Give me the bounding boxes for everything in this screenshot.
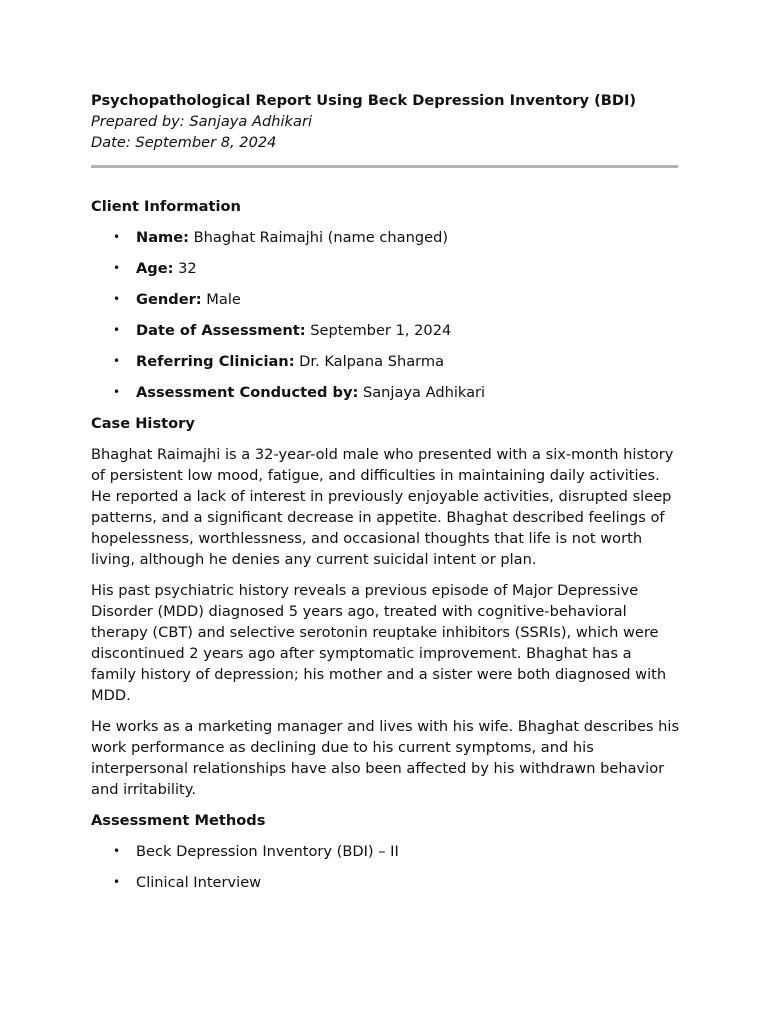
field-label: Date of Assessment: bbox=[136, 322, 306, 339]
list-item bbox=[91, 289, 681, 310]
bullet-icon: • bbox=[113, 875, 121, 889]
report-title: Psychopathological Report Using Beck Depression Inventory (BDI) bbox=[91, 92, 637, 109]
report-page bbox=[91, 90, 681, 893]
client-info-list bbox=[91, 227, 681, 403]
bullet-icon: • bbox=[113, 323, 121, 337]
field-label: Gender: bbox=[136, 291, 202, 308]
list-item bbox=[91, 382, 681, 403]
case-history-paragraph: He works as a marketing manager and lives with his wife. Bhaghat describes his work performance as declining due to his current symptoms, and his interpersonal relationships have also been affected by his withdrawn behavior and irritability. bbox=[91, 718, 680, 798]
field-label: Assessment Conducted by: bbox=[136, 384, 359, 401]
case-history-paragraph: His past psychiatric history reveals a previous episode of Major Depressive Disorder (MDD) diagnosed 5 years ago, treated with cognitive-behavioral therapy (CBT) and selective serotonin reuptake inhibitors (SSRIs), which were discontinued 2 years ago after symptomatic improvement. Bhaghat has a family history of depression; his mother and a sister were both diagnosed with MDD. bbox=[91, 582, 667, 704]
assessment-methods-heading: Assessment Methods bbox=[91, 812, 266, 829]
field-label: Name: bbox=[136, 229, 190, 246]
field-label: Age: bbox=[136, 260, 174, 277]
list-item bbox=[91, 258, 681, 279]
field-value: Sanjaya Adhikari bbox=[358, 384, 486, 401]
list-item bbox=[91, 351, 681, 372]
bullet-icon: • bbox=[113, 354, 121, 368]
bullet-icon: • bbox=[113, 230, 121, 244]
bullet-icon: • bbox=[113, 844, 121, 858]
assessment-methods-list bbox=[91, 841, 681, 893]
header-divider bbox=[91, 165, 678, 168]
bullet-icon: • bbox=[113, 385, 121, 399]
method-label: Beck Depression Inventory (BDI) – II bbox=[136, 843, 399, 860]
report-date: Date: September 8, 2024 bbox=[91, 134, 277, 151]
list-item bbox=[91, 872, 681, 893]
field-value: Dr. Kalpana Sharma bbox=[294, 353, 445, 370]
bullet-icon: • bbox=[113, 292, 121, 306]
list-item bbox=[91, 841, 681, 862]
list-item bbox=[91, 227, 681, 248]
field-label: Referring Clinician: bbox=[136, 353, 295, 370]
field-value: Bhaghat Raimajhi (name changed) bbox=[189, 229, 449, 246]
case-history-paragraph: Bhaghat Raimajhi is a 32-year-old male who presented with a six-month history of persistent low mood, fatigue, and difficulties in maintaining daily activities. He reported a lack of interest in previously enjoyable activities, disrupted sleep patterns, and a significant decrease in appetite. Bhaghat described feelings of hopelessness, worthlessness, and occasional thoughts that life is not worth living, although he denies any current suicidal intent or plan. bbox=[91, 446, 674, 568]
field-value: September 1, 2024 bbox=[305, 322, 452, 339]
method-label: Clinical Interview bbox=[136, 874, 262, 891]
field-value: 32 bbox=[173, 260, 197, 277]
field-value: Male bbox=[201, 291, 241, 308]
case-history-heading: Case History bbox=[91, 415, 195, 432]
prepared-by: Prepared by: Sanjaya Adhikari bbox=[91, 113, 312, 130]
bullet-icon: • bbox=[113, 261, 121, 275]
client-info-heading: Client Information bbox=[91, 198, 241, 215]
list-item bbox=[91, 320, 681, 341]
